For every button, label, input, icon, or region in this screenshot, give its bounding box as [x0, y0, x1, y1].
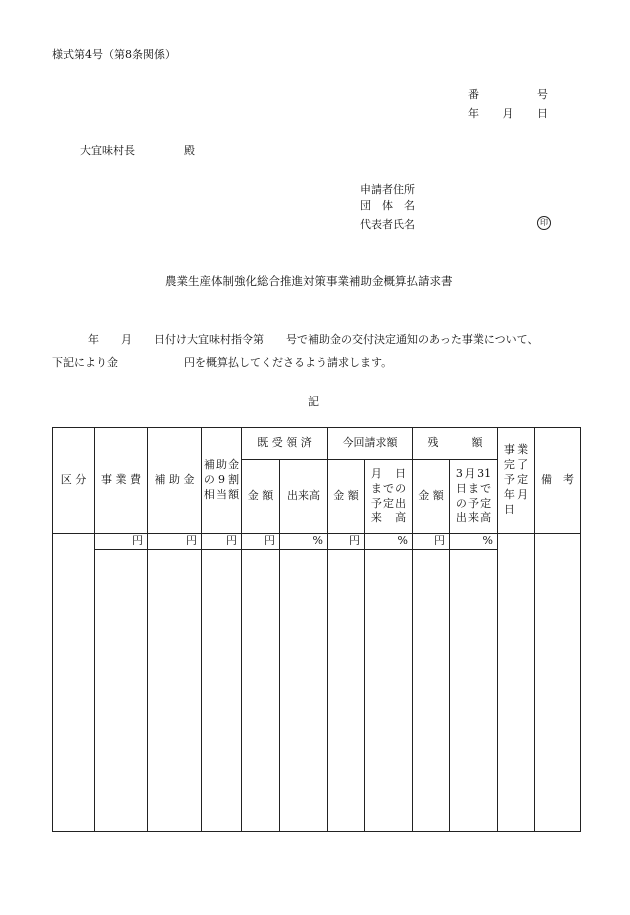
header-jigyohi: 事 業 費 [95, 428, 148, 534]
cell-hojokin [148, 549, 202, 831]
cell-zan-kingaku [413, 549, 450, 831]
date-line [468, 105, 548, 121]
unit-ninewari: 円 [202, 534, 242, 550]
document-title: 農業生産体制強化総合推進対策事業補助金概算払請求書 [165, 274, 453, 288]
ki-label: 記 [308, 395, 319, 408]
body-line-1: 年 月 日付け大宜味村指令第 号で補助金の交付決定通知のあった事業について、 [88, 333, 539, 346]
addressee-honorific: 殿 [184, 144, 195, 157]
unit-kiju-kingaku: 円 [242, 534, 280, 550]
applicant-rep-label: 代表者氏名 [360, 218, 415, 231]
cell-zan-dekidaka [450, 549, 498, 831]
body-kanryo [498, 534, 535, 832]
cell-jigyohi [95, 549, 148, 831]
body-kubun [53, 534, 95, 832]
header-biko: 備 考 [535, 428, 581, 534]
day-label: 日 [537, 107, 548, 120]
cell-konkai-dekidaka [365, 549, 413, 831]
header-kanryo: 事業完了予定年月日 [498, 428, 535, 534]
header-kiju-dekidaka: 出来高 [280, 460, 328, 534]
year-label: 年 [468, 107, 479, 120]
header-hojokin: 補 助 金 [148, 428, 202, 534]
header-kubun: 区 分 [53, 428, 95, 534]
cell-kiju-dekidaka [280, 549, 328, 831]
header-kiju: 既 受 領 済 [242, 428, 328, 460]
header-konkai-dekidaka: 月 日までの予定出来高 [365, 460, 413, 534]
form-number: 様式第4号（第8条関係） [52, 48, 176, 61]
body-biko [535, 534, 581, 832]
claim-table [52, 427, 581, 832]
applicant-address-label: 申請者住所 [360, 183, 415, 196]
seal-mark: 印 [537, 215, 551, 230]
header-konkai: 今回請求額 [328, 428, 413, 460]
number-label: 番 [468, 88, 479, 101]
unit-hojokin: 円 [148, 534, 202, 550]
addressee [80, 142, 195, 158]
month-label: 月 [502, 107, 514, 120]
addressee-name: 大宜味村長 [80, 144, 135, 157]
unit-konkai-kingaku: 円 [328, 534, 365, 550]
body-line-2: 下記により金 円を概算払してくださるよう請求します。 [52, 356, 393, 369]
document-number-line [468, 86, 548, 102]
cell-konkai-kingaku [328, 549, 365, 831]
unit-jigyohi: 円 [95, 534, 148, 550]
cell-ninewari [202, 549, 242, 831]
unit-kiju-dekidaka: % [280, 534, 328, 550]
header-konkai-kingaku: 金 額 [328, 460, 365, 534]
header-kiju-kingaku: 金 額 [242, 460, 280, 534]
header-zan-dekidaka: 3月31日までの予定出来高 [450, 460, 498, 534]
applicant-org-label: 団 体 名 [360, 199, 415, 212]
number-suffix: 号 [537, 88, 548, 101]
cell-kiju-kingaku [242, 549, 280, 831]
unit-zan-dekidaka: % [450, 534, 498, 550]
unit-zan-kingaku: 円 [413, 534, 450, 550]
header-ninewari: 補助金の9割相当額 [202, 428, 242, 534]
header-zan-kingaku: 金 額 [413, 460, 450, 534]
header-zan: 残 額 [413, 428, 498, 460]
unit-konkai-dekidaka: % [365, 534, 413, 550]
